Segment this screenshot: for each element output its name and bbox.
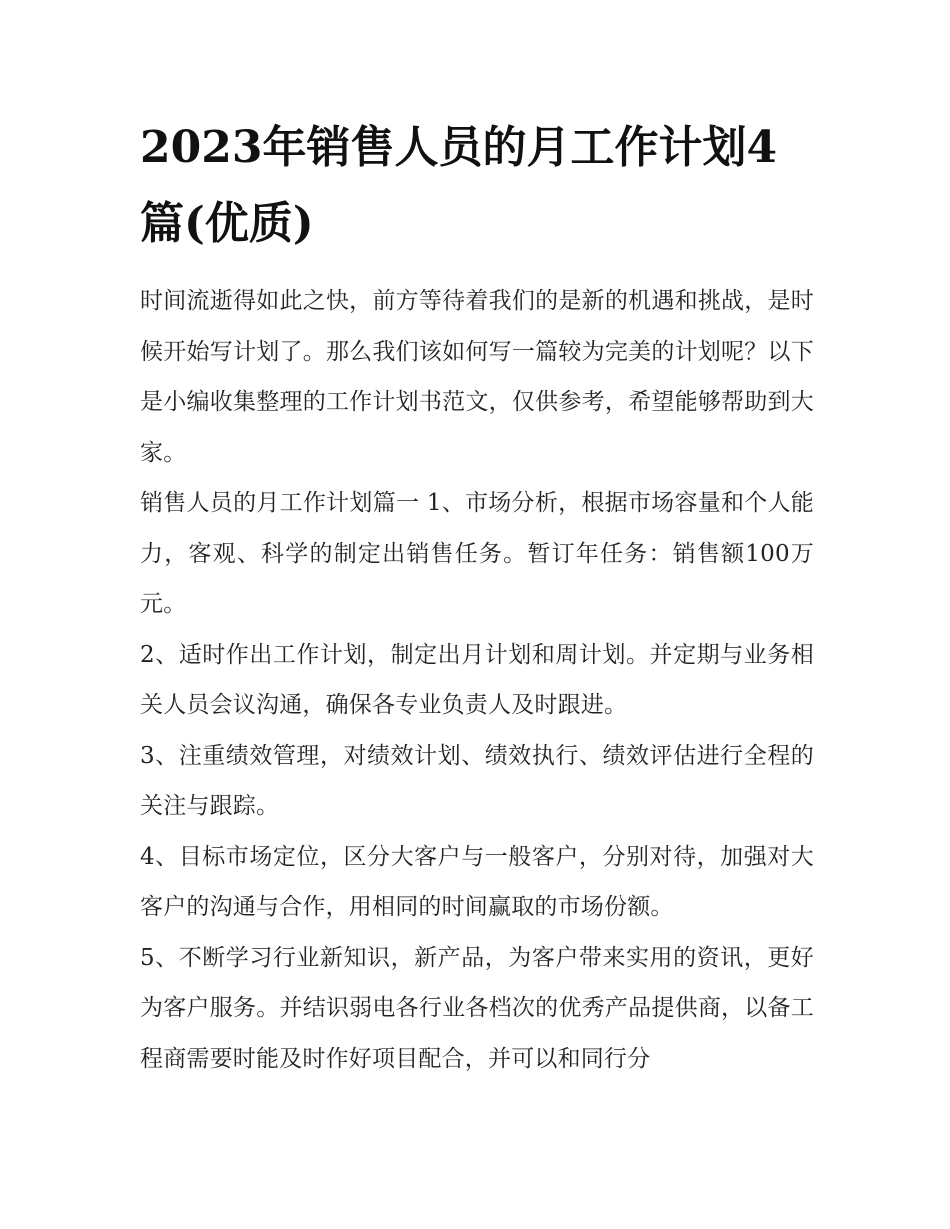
paragraph-item-3: 3、注重绩效管理，对绩效计划、绩效执行、绩效评估进行全程的关注与跟踪。 xyxy=(140,742,814,819)
intro-paragraph: 时间流逝得如此之快，前方等待着我们的是新的机遇和挑战，是时候开始写计划了。那么我们该如何写一篇较为完美的计划呢？以下是小编收集整理的工作计划书范文，仅供参考，希望能够帮助到大家。 xyxy=(140,288,814,466)
paragraph-item-5: 5、不断学习行业新知识，新产品，为客户带来实用的资讯，更好为客户服务。并结识弱电各行业各档次的优秀产品提供商，以备工程商需要时能及时作好项目配合，并可以和同行分 xyxy=(140,944,814,1072)
document-body xyxy=(140,110,814,1084)
paragraph-item-4: 4、目标市场定位，区分大客户与一般客户，分别对待，加强对大客户的沟通与合作，用相同的时间赢取的市场份额。 xyxy=(140,843,814,920)
paragraph-item-2: 2、适时作出工作计划，制定出月计划和周计划。并定期与业务相关人员会议沟通，确保各专业负责人及时跟进。 xyxy=(140,641,814,718)
document-title: 2023年销售人员的月工作计划4篇(优质) xyxy=(140,122,778,249)
paragraph-item-1: 销售人员的月工作计划篇一 1、市场分析，根据市场容量和个人能力，客观、科学的制定出销售任务。暂订年任务：销售额100万元。 xyxy=(140,490,814,617)
